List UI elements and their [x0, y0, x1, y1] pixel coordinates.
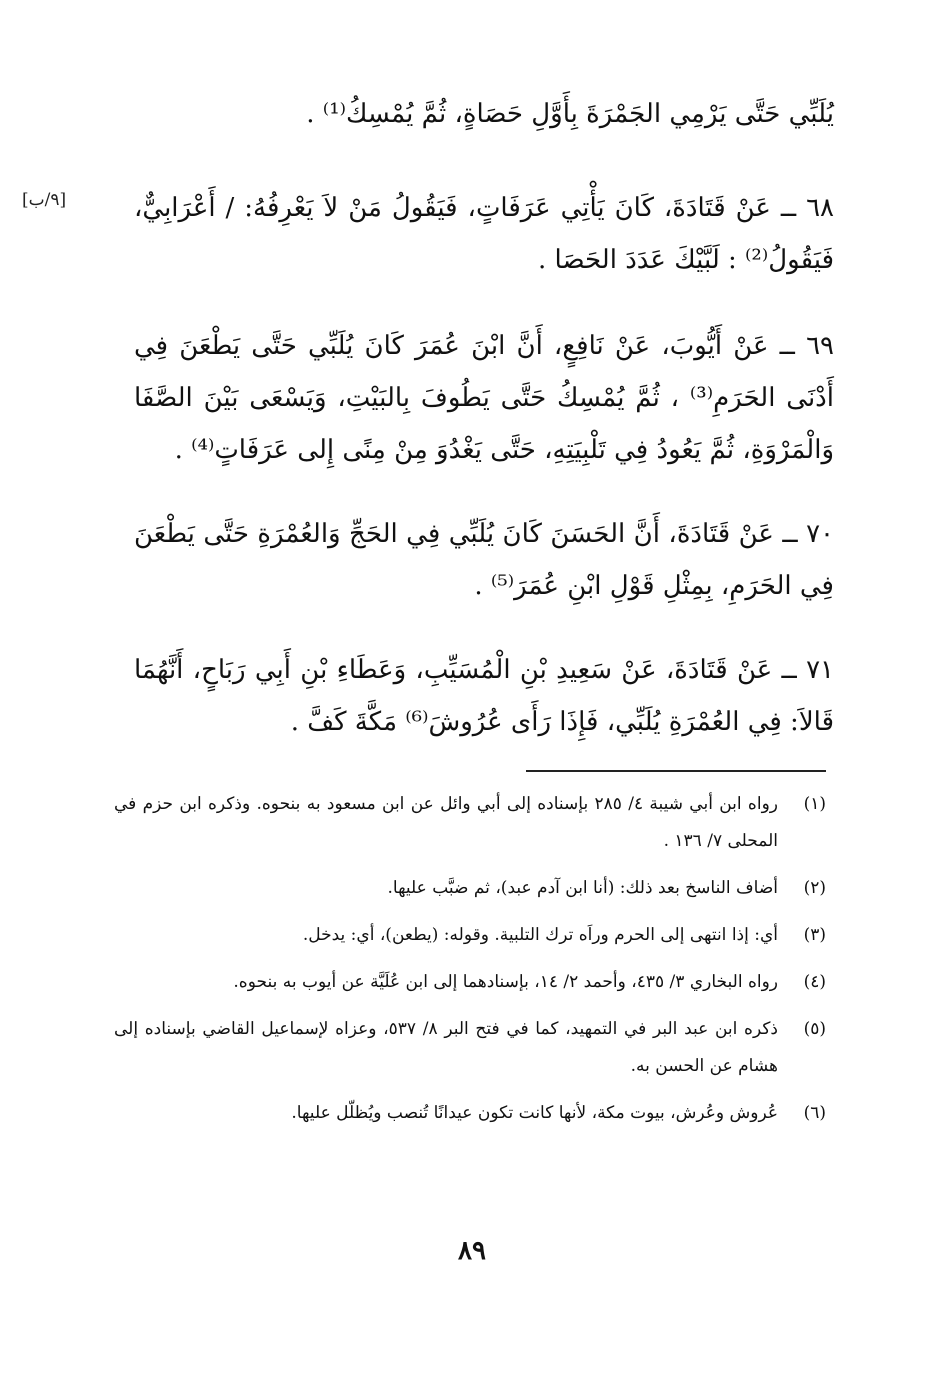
footnotes [114, 786, 826, 1142]
hadith-69: ٦٩ ــ عَنْ أَيُّوبَ، عَنْ نَافِعٍ، أَنَّ ابْنَ عُمَرَ كَانَ يُلَبِّي حَتَّى يَطْعَنَ فِي أَدْنَى الحَرَمِ⁽³⁾ ، ثُمَّ يُمْسِكُ حَتَّى يَطُوفَ بِالبَيْتِ، وَيَسْعَى بَيْنَ الصَّفَا وَالْمَرْوَةِ، ثُمَّ يَعُودُ فِي تَلْبِيَتِهِ، حَتَّى يَغْدُوَ مِنْ مِنًى إِلى عَرَفَاتٍ⁽⁴⁾ . [134, 331, 834, 465]
paragraph-continuation: يُلَبِّي حَتَّى يَرْمِي الجَمْرَةَ بِأَوَّلِ حَصَاةٍ، ثُمَّ يُمْسِكُ⁽¹⁾ . [306, 99, 834, 129]
footnote-separator [526, 770, 826, 772]
manuscript-folio-marker: [٩/ب] [22, 190, 67, 210]
footnote-text: رواه البخاري ٣/ ٤٣٥، وأحمد ٢/ ١٤، بإسنادهما إلى ابن عُلَيَّة عن أيوب به بنحوه. [233, 972, 778, 992]
page-number: ٨٩ [458, 1236, 486, 1266]
footnote-number: (٢) [803, 878, 826, 898]
footnote-item [114, 964, 826, 1001]
footnote-text: أي: إذا انتهى إلى الحرم وراَه ترك التلبية. وقوله: (يطعن)، أي: يدخل. [302, 925, 778, 945]
footnote-item [114, 1095, 826, 1132]
footnote-item [114, 917, 826, 954]
footnote-number: (١) [803, 794, 826, 814]
footnote-text: عُروش وعُرش، بيوت مكة، لأنها كانت تكون عيدانًا تُنصب ويُظلّل عليها. [291, 1103, 778, 1123]
hadith-68: ٦٨ ــ عَنْ قَتَادَةَ، كَانَ يَأْتِي عَرَفَاتٍ، فَيَقُولُ مَنْ لاَ يَعْرِفُهُ: / أَعْرَابِيٌّ، فَيَقُولُ⁽²⁾ : لَبَّيْكَ عَدَدَ الحَصَا . [134, 193, 834, 275]
footnote-number: (٤) [803, 972, 826, 992]
footnote-text: رواه ابن أبي شيبة ٤/ ٢٨٥ بإسناده إلى أبي وائل عن ابن مسعود به بنحوه. وذكره ابن حزم في المحلى ٧/ ١٣٦ . [114, 794, 778, 851]
hadith-71: ٧١ ــ عَنْ قَتَادَةَ، عَنْ سَعِيدِ بْنِ الْمُسَيِّبِ، وَعَطَاءِ بْنِ أَبِي رَبَاحٍ، أَنَّهُمَا قَالاَ: فِي العُمْرَةِ يُلَبِّي، فَإِذَا رَأَى عُرُوشَ⁽⁶⁾ مَكَّةَ كَفَّ . [134, 655, 834, 737]
footnote-item [114, 870, 826, 907]
footnote-text: أضاف الناسخ بعد ذلك: (أنا ابن آدم عبد)، ثم ضبَّب عليها. [387, 878, 778, 898]
footnote-item [114, 786, 826, 860]
footnote-number: (٣) [803, 925, 826, 945]
footnote-item [114, 1011, 826, 1085]
footnote-text: ذكره ابن عبد البر في التمهيد، كما في فتح البر ٨/ ٥٣٧، وعزاه لإسماعيل القاضي بإسناده إلى هشام عن الحسن به. [114, 1019, 778, 1076]
footnote-number: (٥) [803, 1019, 826, 1039]
hadith-70: ٧٠ ــ عَنْ قَتَادَةَ، أَنَّ الحَسَنَ كَانَ يُلَبِّي فِي الحَجِّ وَالعُمْرَةِ حَتَّى يَطْعَنَ فِي الحَرَمِ، بِمِثْلِ قَوْلِ ابْنِ عُمَرَ⁽⁵⁾ . [134, 519, 834, 601]
footnote-number: (٦) [803, 1103, 826, 1123]
